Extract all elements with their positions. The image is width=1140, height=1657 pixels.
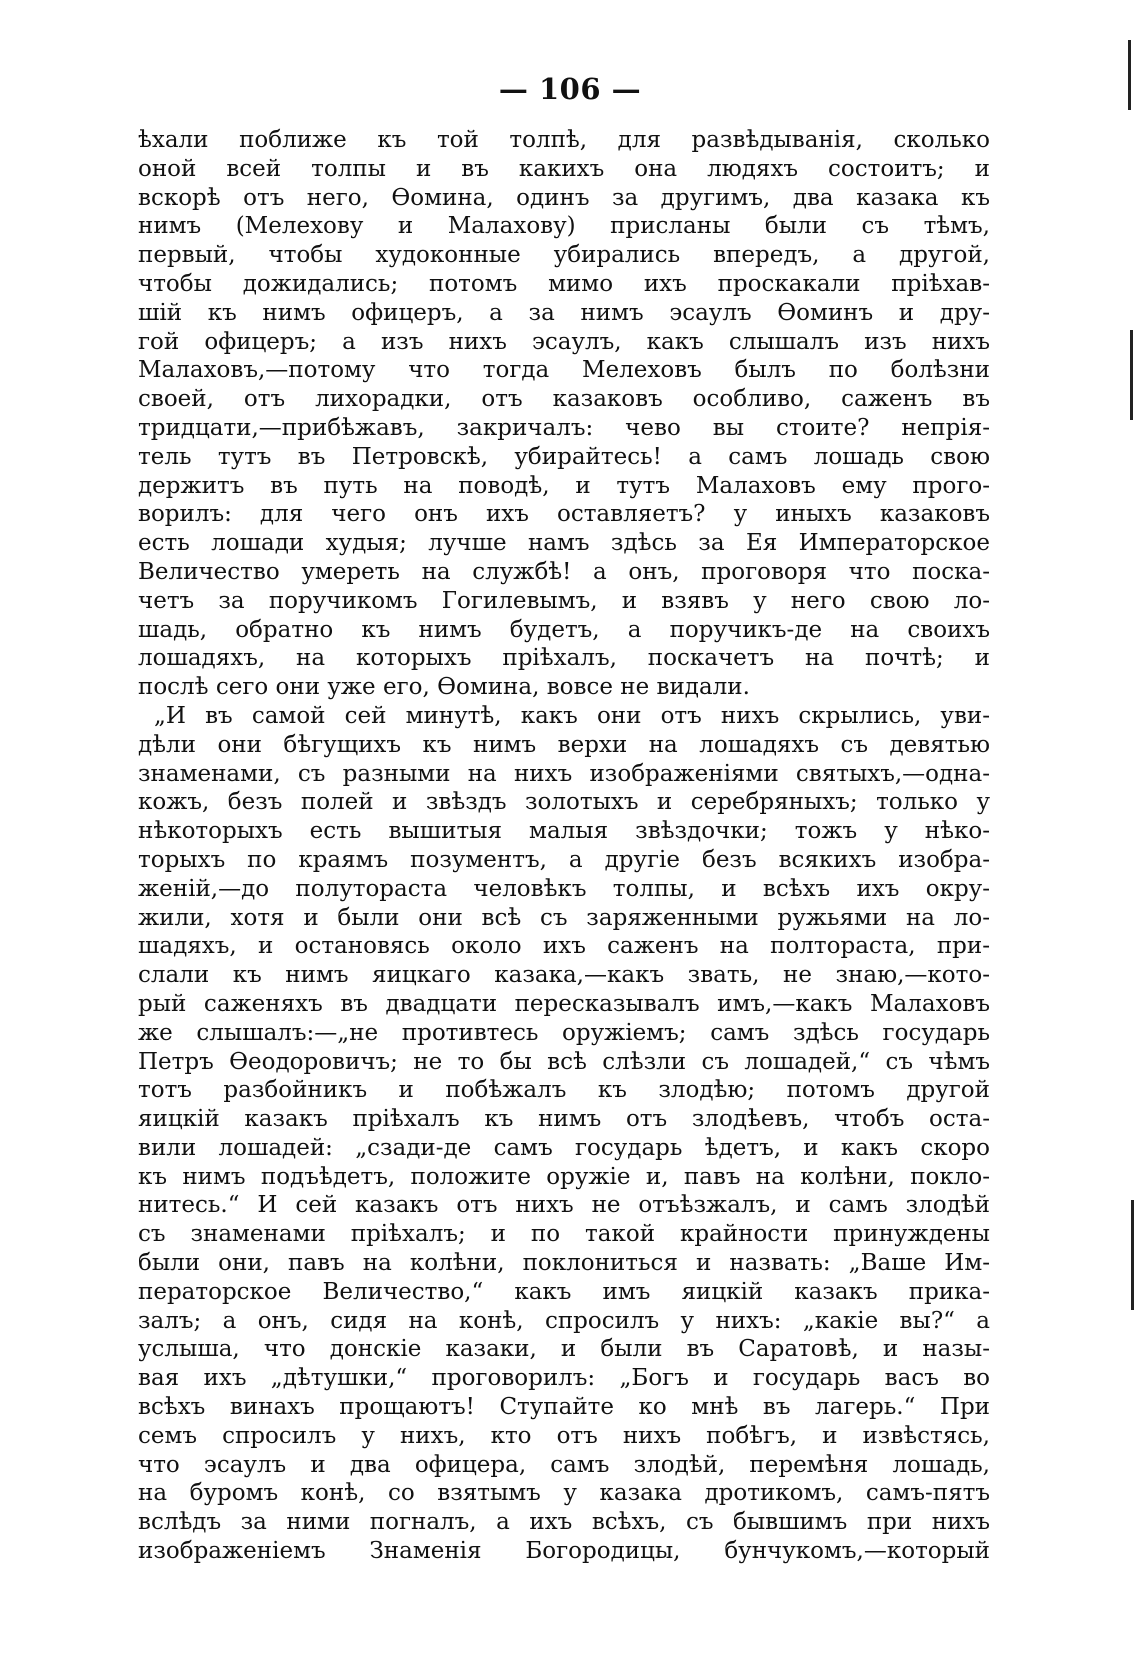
text-line: четъ за поручикомъ Гогилевымъ, и взявъ у него свою ло- — [138, 587, 990, 614]
text-line: вая ихъ „дѣтушки,“ проговорилъ: „Богъ и государь васъ во — [138, 1365, 990, 1392]
text-line: слали къ нимъ яицкаго казака,—какъ звать, не знаю,—кото- — [138, 962, 990, 989]
text-line: рый саженяхъ въ двадцати пересказывалъ имъ,—какъ Малаховъ — [138, 990, 990, 1017]
text-line: дѣли они бѣгущихъ къ нимъ верхи на лошадяхъ съ девятью — [138, 731, 990, 758]
text-line: изображеніемъ Знаменія Богородицы, бунчукомъ,—который — [138, 1538, 990, 1565]
page-number: — 106 — — [498, 72, 642, 106]
text-line: первый, чтобы худоконные убирались впередъ, а другой, — [138, 242, 990, 269]
text-line: послѣ сего они уже его, Ѳомина, вовсе не видали. — [138, 674, 750, 701]
text-line: были они, павъ на колѣни, поклониться и назвать: „Ваше Им- — [138, 1250, 990, 1277]
text-line: лошадяхъ, на которыхъ пріѣхалъ, поскачетъ на почтѣ; и — [138, 645, 990, 672]
text-line: ператорское Величество,“ какъ имъ яицкій казакъ прика- — [138, 1278, 990, 1305]
text-line: держитъ въ путь на поводѣ, и тутъ Малаховъ ему прого- — [138, 472, 990, 499]
text-line: нитесь.“ И сей казакъ отъ нихъ не отъѣзжалъ, и самъ злодѣй — [138, 1192, 990, 1219]
scan-edge-mark — [1128, 40, 1131, 110]
text-line: Величество умереть на службѣ! а онъ, проговоря что поска- — [138, 558, 990, 585]
text-line: есть лошади худыя; лучше намъ здѣсь за Ея Императорское — [138, 530, 990, 557]
text-line: тотъ разбойникъ и побѣжалъ къ злодѣю; потомъ другой — [138, 1077, 990, 1104]
text-line: услыша, что донскіе казаки, и были въ Саратовѣ, и назы- — [138, 1336, 990, 1363]
text-line: нѣкоторыхъ есть вышитыя малыя звѣздочки; тожъ у нѣко- — [138, 818, 990, 845]
paragraph-2 — [138, 702, 990, 1566]
text-line: залъ; а онъ, сидя на конѣ, спросилъ у нихъ: „какіе вы?“ а — [138, 1307, 990, 1334]
text-line: шадь, обратно къ нимъ будетъ, а поручикъ-де на своихъ — [138, 616, 990, 643]
text-line: всѣхъ винахъ прощаютъ! Ступайте ко мнѣ въ лагерь.“ При — [138, 1394, 990, 1421]
text-line: съ знаменами пріѣхалъ; и по такой крайности принуждены — [138, 1221, 990, 1248]
text-line: вслѣдъ за ними погналъ, а ихъ всѣхъ, съ бывшимъ при нихъ — [138, 1509, 990, 1536]
text-line: шадяхъ, и остановясь около ихъ саженъ на полтораста, при- — [138, 933, 990, 960]
text-line: вили лошадей: „сзади-де самъ государь ѣдетъ, и какъ скоро — [138, 1134, 990, 1161]
scan-edge-mark — [1130, 330, 1133, 420]
text-line: кожъ, безъ полей и звѣздъ золотыхъ и серебряныхъ; только у — [138, 789, 990, 816]
text-line: нимъ (Мелехову и Малахову) присланы были съ тѣмъ, — [138, 213, 990, 240]
text-line: Петръ Ѳеодоровичъ; не то бы всѣ слѣзли съ лошадей,“ съ чѣмъ — [138, 1048, 990, 1075]
text-line: что эсаулъ и два офицера, самъ злодѣй, перемѣня лошадь, — [138, 1451, 990, 1478]
text-line: шій къ нимъ офицеръ, а за нимъ эсаулъ Ѳоминъ и дру- — [138, 299, 990, 326]
text-line: ѣхали поближе къ той толпѣ, для развѣдыванія, сколько — [138, 127, 990, 153]
text-line: оной всей толпы и въ какихъ она людяхъ состоитъ; и — [138, 155, 990, 182]
text-line: своей, отъ лихорадки, отъ казаковъ особливо, саженъ въ — [138, 386, 990, 413]
text-body — [138, 126, 990, 1566]
paragraph-1 — [138, 126, 990, 702]
text-line: семъ спросилъ у нихъ, кто отъ нихъ побѣгъ, и извѣстясь, — [138, 1422, 990, 1449]
text-line: „И въ самой сей минутѣ, какъ они отъ нихъ скрылись, уви- — [154, 702, 990, 729]
text-line: тель тутъ въ Петровскѣ, убирайтесь! а самъ лошадь свою — [138, 443, 990, 470]
text-line: вскорѣ отъ него, Ѳомина, одинъ за другимъ, два казака къ — [138, 184, 990, 211]
text-line: Малаховъ,—потому что тогда Мелеховъ былъ по болѣзни — [138, 357, 990, 384]
text-line: тридцати,—прибѣжавъ, закричалъ: чево вы стоите? непрія- — [138, 414, 990, 441]
text-line: жили, хотя и были они всѣ съ заряженными ружьями на ло- — [138, 904, 990, 931]
scan-edge-mark — [1131, 1200, 1134, 1310]
text-line: ворилъ: для чего онъ ихъ оставляетъ? у иныхъ казаковъ — [138, 501, 990, 528]
text-line: торыхъ по краямъ позументъ, а другіе безъ всякихъ изобра- — [138, 846, 990, 873]
text-line: же слышалъ:—„не противтесь оружіемъ; самъ здѣсь государь — [138, 1019, 990, 1046]
text-line: на буромъ конѣ, со взятымъ у казака дротикомъ, самъ-пятъ — [138, 1480, 990, 1507]
text-line: женій,—до полутораста человѣкъ толпы, и всѣхъ ихъ окру- — [138, 875, 990, 902]
text-line: къ нимъ подъѣдетъ, положите оружіе и, павъ на колѣни, покло- — [138, 1163, 990, 1190]
text-line: яицкій казакъ пріѣхалъ къ нимъ отъ злодѣевъ, чтобъ оста- — [138, 1106, 990, 1133]
text-line: чтобы дожидались; потомъ мимо ихъ проскакали пріѣхав- — [138, 270, 990, 297]
text-line: знаменами, съ разными на нихъ изображеніями святыхъ,—одна- — [138, 760, 990, 787]
text-line: гой офицеръ; а изъ нихъ эсаулъ, какъ слышалъ изъ нихъ — [138, 328, 990, 355]
